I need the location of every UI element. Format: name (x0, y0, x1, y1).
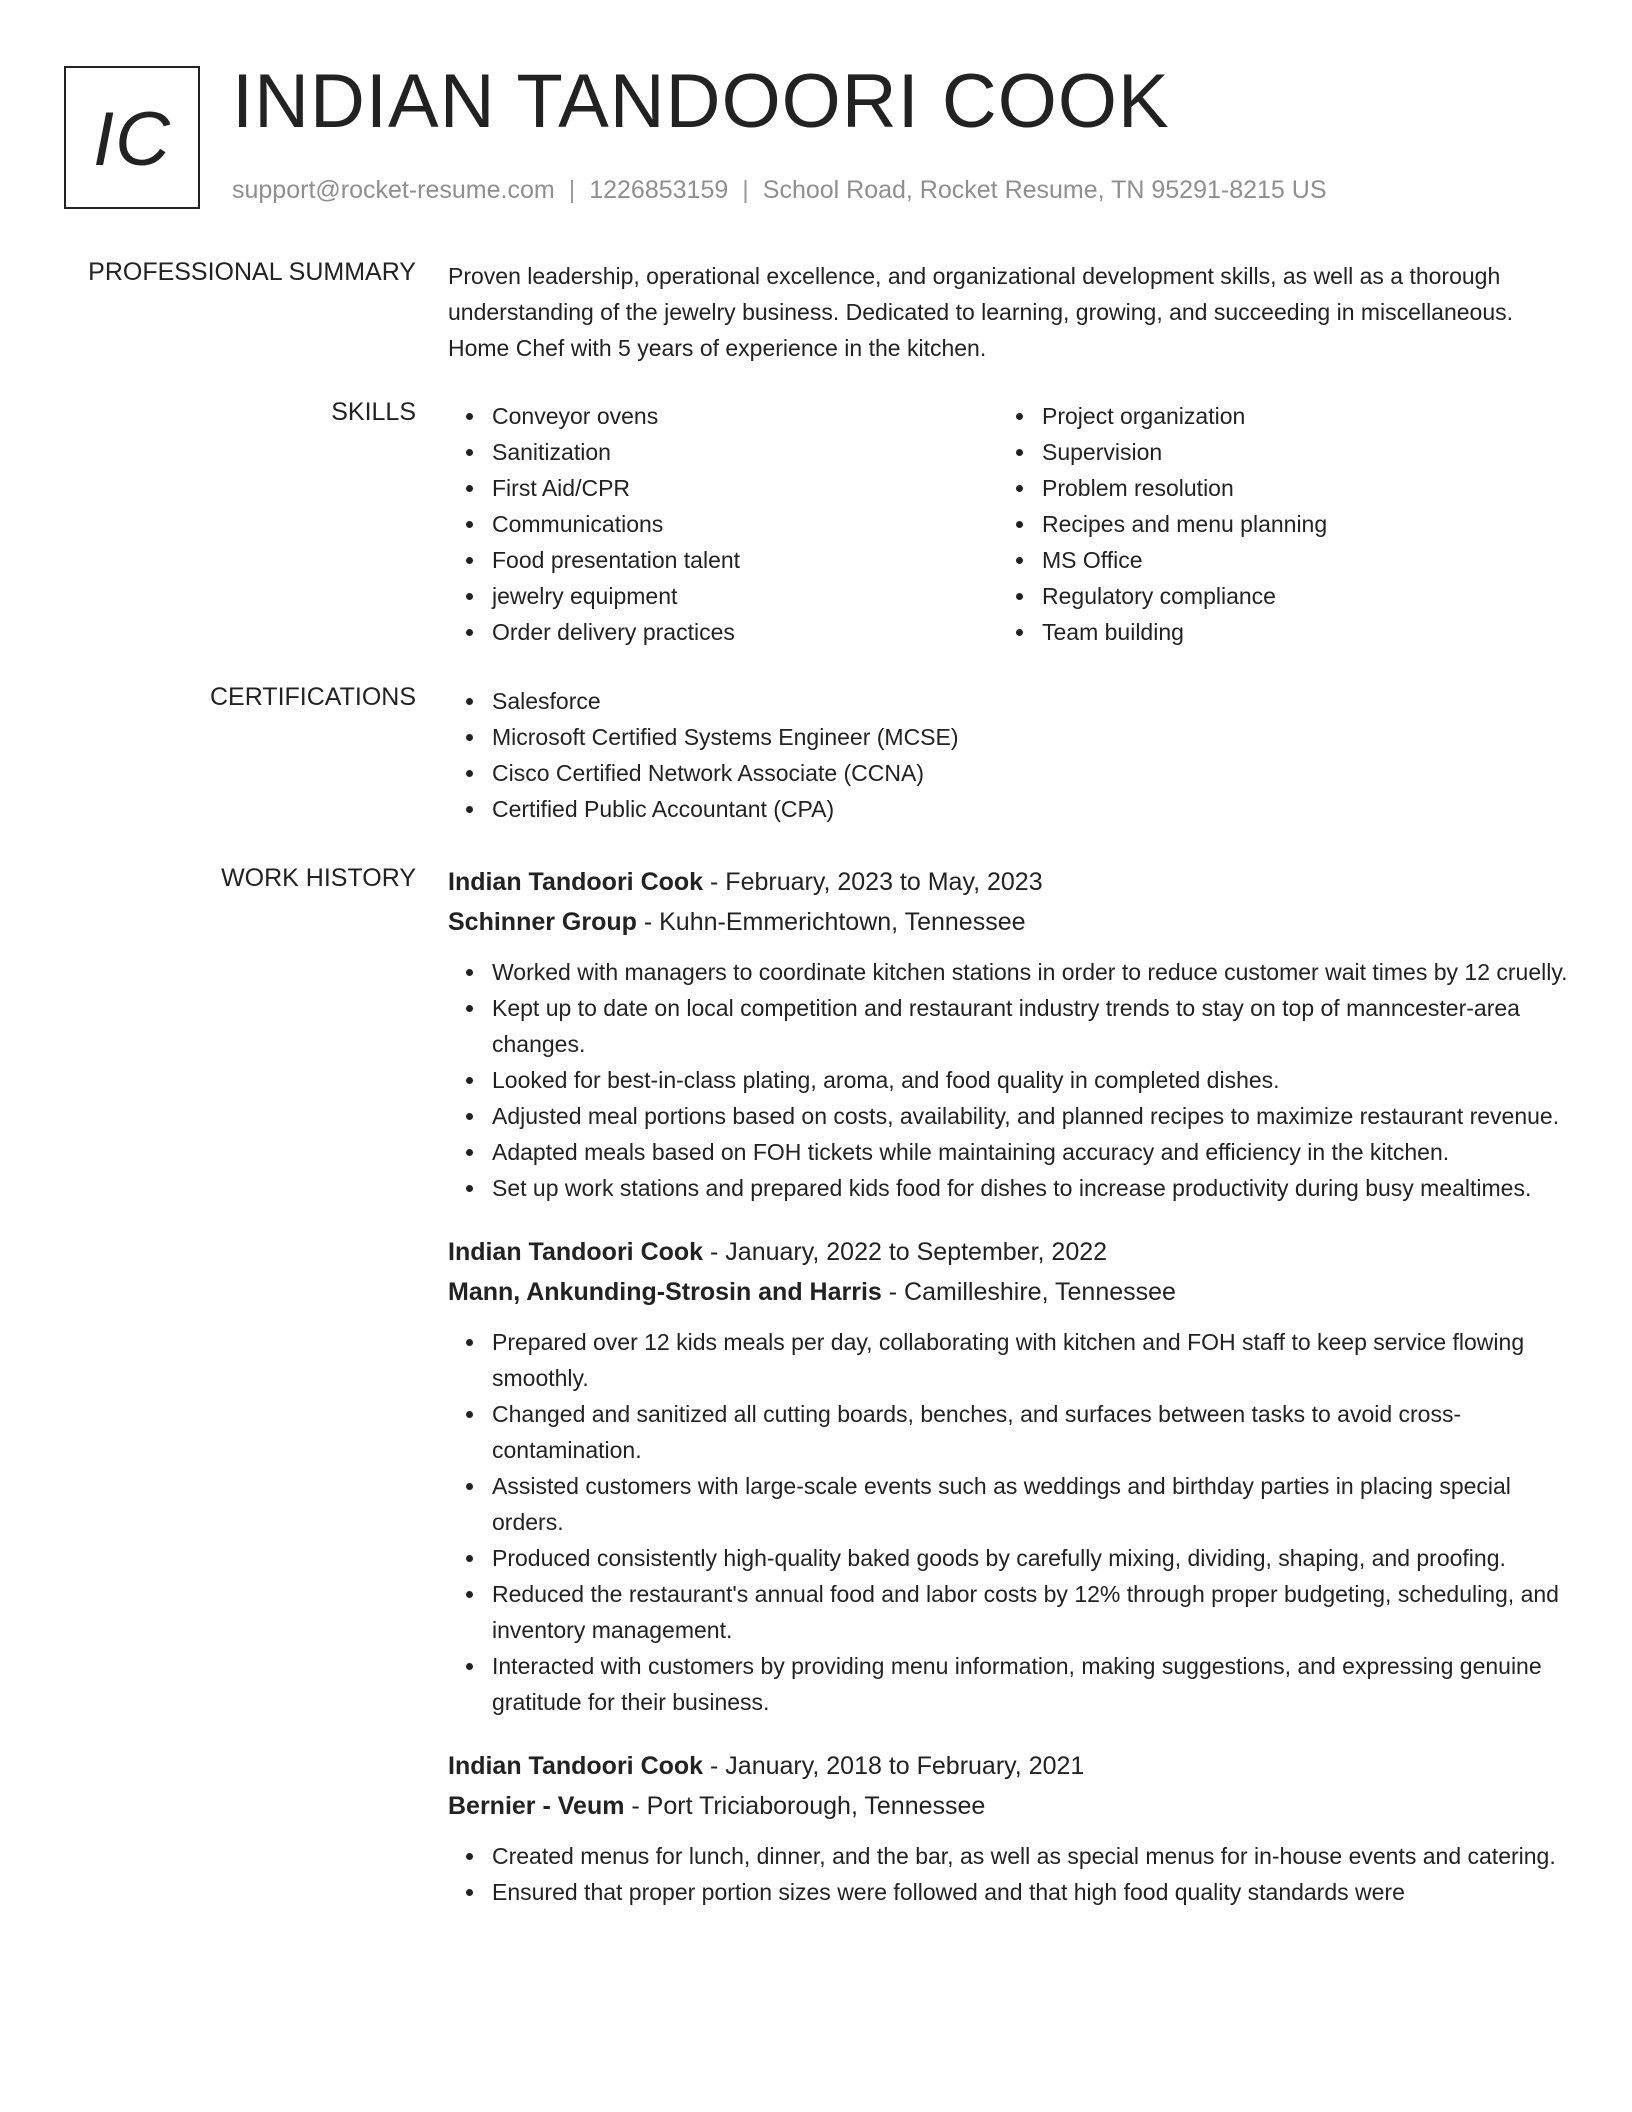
job-title-line (448, 862, 1568, 902)
contact-phone[interactable]: 1226853159 (589, 176, 729, 204)
job-bullet: Reduced the restaurant's annual food and labor costs by 12% through proper budgeting, scheduling, and inventory management. (448, 1576, 1568, 1648)
job-title-line (448, 1232, 1568, 1272)
section-label-work-history: WORK HISTORY (221, 864, 416, 892)
job-employer-line (448, 1786, 1568, 1826)
work-history-body (448, 862, 1568, 1936)
job-employer: Mann, Ankunding-Strosin and Harris (448, 1278, 882, 1306)
contact-address: School Road, Rocket Resume, TN 95291-8215 US (762, 176, 1327, 204)
skills-columns (448, 398, 1568, 650)
job-employer: Schinner Group (448, 908, 637, 936)
job-employer-line (448, 1272, 1568, 1312)
job-title: Indian Tandoori Cook (448, 1238, 704, 1266)
job-bullet: Ensured that proper portion sizes were followed and that high food quality standards were (448, 1874, 1568, 1910)
skill-item: MS Office (998, 542, 1548, 578)
section-label-summary: PROFESSIONAL SUMMARY (88, 258, 416, 286)
contact-line (232, 176, 1327, 205)
skills-list-left (448, 398, 998, 650)
certification-item: Certified Public Accountant (CPA) (448, 791, 1568, 827)
job-bullet: Worked with managers to coordinate kitchen stations in order to reduce customer wait times by 12 cruelly. (448, 954, 1568, 990)
job-bullet: Looked for best-in-class plating, aroma, and food quality in completed dishes. (448, 1062, 1568, 1098)
job-bullet: Assisted customers with large-scale events such as weddings and birthday parties in placing special orders. (448, 1468, 1568, 1540)
job-bullet: Kept up to date on local competition and restaurant industry trends to stay on top of manncester-area changes. (448, 990, 1568, 1062)
job-bullet: Adapted meals based on FOH tickets while maintaining accuracy and efficiency in the kitchen. (448, 1134, 1568, 1170)
contact-separator: | (742, 176, 749, 204)
job-location: - Camilleshire, Tennessee (881, 1278, 1176, 1306)
job-employer: Bernier - Veum (448, 1792, 625, 1820)
job-bullet: Produced consistently high-quality baked goods by carefully mixing, dividing, shaping, and proofing. (448, 1540, 1568, 1576)
job-bullet-list (448, 1838, 1568, 1910)
monogram-initials: IC (93, 97, 171, 182)
job-bullet: Adjusted meal portions based on costs, availability, and planned recipes to maximize restaurant revenue. (448, 1098, 1568, 1134)
skill-item: Team building (998, 614, 1548, 650)
skill-item: Recipes and menu planning (998, 506, 1548, 542)
summary-text: Proven leadership, operational excellence, and organizational development skills, as well as a thorough understanding of the jewelry business. Dedicated to learning, growing, and succeeding in miscellaneous. Home Chef with 5 years of experience in the kitchen. (448, 263, 1514, 361)
skill-item: Supervision (998, 434, 1548, 470)
skill-item: Problem resolution (998, 470, 1548, 506)
skill-item: Sanitization (448, 434, 998, 470)
skill-item: Regulatory compliance (998, 578, 1548, 614)
job-entry (448, 1746, 1568, 1910)
skill-item: Food presentation talent (448, 542, 998, 578)
job-bullet-list (448, 954, 1568, 1206)
skill-item: Communications (448, 506, 998, 542)
job-entry (448, 1232, 1568, 1720)
job-bullet: Created menus for lunch, dinner, and the bar, as well as special menus for in-house events and catering. (448, 1838, 1568, 1874)
job-title: Indian Tandoori Cook (448, 868, 704, 896)
job-dates: - January, 2018 to February, 2021 (703, 1752, 1085, 1780)
job-bullet-list (448, 1324, 1568, 1720)
skill-item: jewelry equipment (448, 578, 998, 614)
certification-item: Microsoft Certified Systems Engineer (MCSE) (448, 719, 1568, 755)
job-title: Indian Tandoori Cook (448, 1752, 704, 1780)
job-dates: - February, 2023 to May, 2023 (703, 868, 1043, 896)
skill-item: Project organization (998, 398, 1548, 434)
job-bullet: Changed and sanitized all cutting boards, benches, and surfaces between tasks to avoid cross-contamination. (448, 1396, 1568, 1468)
job-bullet: Set up work stations and prepared kids food for dishes to increase productivity during busy mealtimes. (448, 1170, 1568, 1206)
monogram-box (64, 66, 200, 209)
candidate-name: INDIAN TANDOORI COOK (232, 59, 1170, 144)
job-location: - Port Triciaborough, Tennessee (624, 1792, 986, 1820)
section-label-skills: SKILLS (331, 398, 416, 426)
job-bullet: Prepared over 12 kids meals per day, collaborating with kitchen and FOH staff to keep service flowing smoothly. (448, 1324, 1568, 1396)
contact-separator: | (568, 176, 576, 204)
job-entry (448, 862, 1568, 1206)
certifications-body (448, 683, 1568, 827)
job-dates: - January, 2022 to September, 2022 (703, 1238, 1108, 1266)
section-label-certifications: CERTIFICATIONS (209, 683, 416, 711)
certification-item: Cisco Certified Network Associate (CCNA) (448, 755, 1568, 791)
skill-item: Order delivery practices (448, 614, 998, 650)
job-employer-line (448, 902, 1568, 942)
job-title-line (448, 1746, 1568, 1786)
skill-item: First Aid/CPR (448, 470, 998, 506)
contact-email[interactable]: support@rocket-resume.com (232, 176, 555, 204)
skills-list-right (998, 398, 1548, 650)
certification-item: Salesforce (448, 683, 1568, 719)
job-bullet: Interacted with customers by providing menu information, making suggestions, and expressing genuine gratitude for their business. (448, 1648, 1568, 1720)
job-location: - Kuhn-Emmerichtown, Tennessee (636, 908, 1026, 936)
certifications-list (448, 683, 1568, 827)
skill-item: Conveyor ovens (448, 398, 998, 434)
